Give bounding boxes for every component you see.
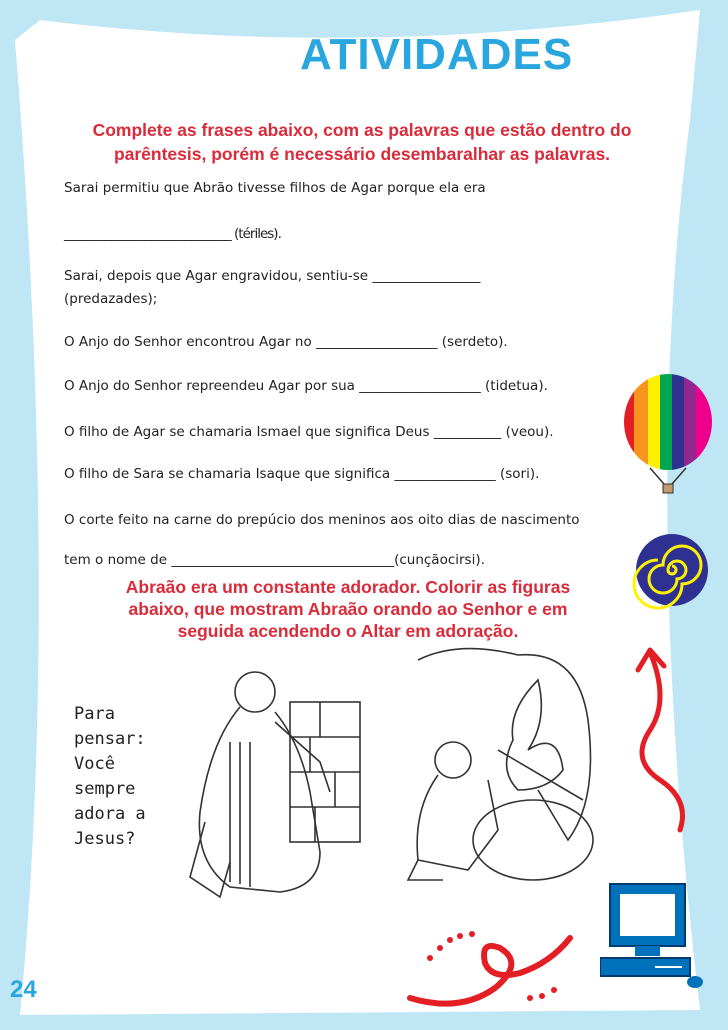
page-title: ATIVIDADES: [300, 30, 574, 79]
think-word: sempre: [74, 779, 136, 799]
think-box: [74, 702, 164, 852]
think-word: Para: [74, 704, 115, 724]
think-word: Você: [74, 754, 115, 774]
page-number: 24: [10, 976, 37, 1003]
exercise-line-5: O Anjo do Senhor encontrou Agar no __________________ (serdeto).: [64, 334, 508, 350]
exercise-line-4: (predazades);: [64, 291, 158, 307]
exercise-line-8: O filho de Sara se chamaria Isaque que significa _______________ (sori).: [64, 466, 540, 482]
coloring-instruction-line-2: abaixo, que mostram Abraão orando ao Senhor e em: [128, 599, 568, 619]
computer-icon: [600, 876, 710, 996]
exercise-line-10: tem o nome de _________________________________(cunçãocirsi).: [64, 552, 485, 568]
think-word: Jesus?: [74, 829, 136, 849]
exercise-line-1: Sarai permitiu que Abrão tivesse filhos de Agar porque ela era: [64, 180, 486, 196]
instruction-text: Complete as frases abaixo, com as palavras que estão dentro do parêntesis, porém é necessário desembaralhar as palavras.: [92, 120, 632, 164]
hot-air-balloon-icon: [620, 372, 720, 502]
exercise-line-3: Sarai, depois que Agar engravidou, sentiu-se ________________: [64, 268, 481, 284]
spiral-disk-icon: [632, 530, 712, 610]
altar-fire-illustration: [398, 640, 598, 890]
exercise-line-2: _____________________________ (tériles).: [64, 226, 281, 242]
coloring-instruction-line-3: seguida acendendo o Altar em adoração.: [177, 621, 519, 641]
red-swirl-ornament: [400, 918, 580, 1018]
coloring-instruction-line-1: Abraão era um constante adorador. Colorir as figuras: [125, 577, 571, 597]
red-squiggle-arrow-icon: [630, 640, 720, 840]
praying-figure-illustration: [170, 662, 380, 902]
exercise-line-7: O filho de Agar se chamaria Ismael que significa Deus __________ (veou).: [64, 424, 554, 440]
exercise-line-9: O corte feito na carne do prepúcio dos meninos aos oito dias de nascimento: [64, 512, 580, 528]
coloring-instruction: [88, 576, 608, 642]
think-word: pensar:: [74, 729, 146, 749]
think-word: adora a: [74, 804, 146, 824]
exercise-line-6: O Anjo do Senhor repreendeu Agar por sua __________________ (tidetua).: [64, 378, 548, 394]
